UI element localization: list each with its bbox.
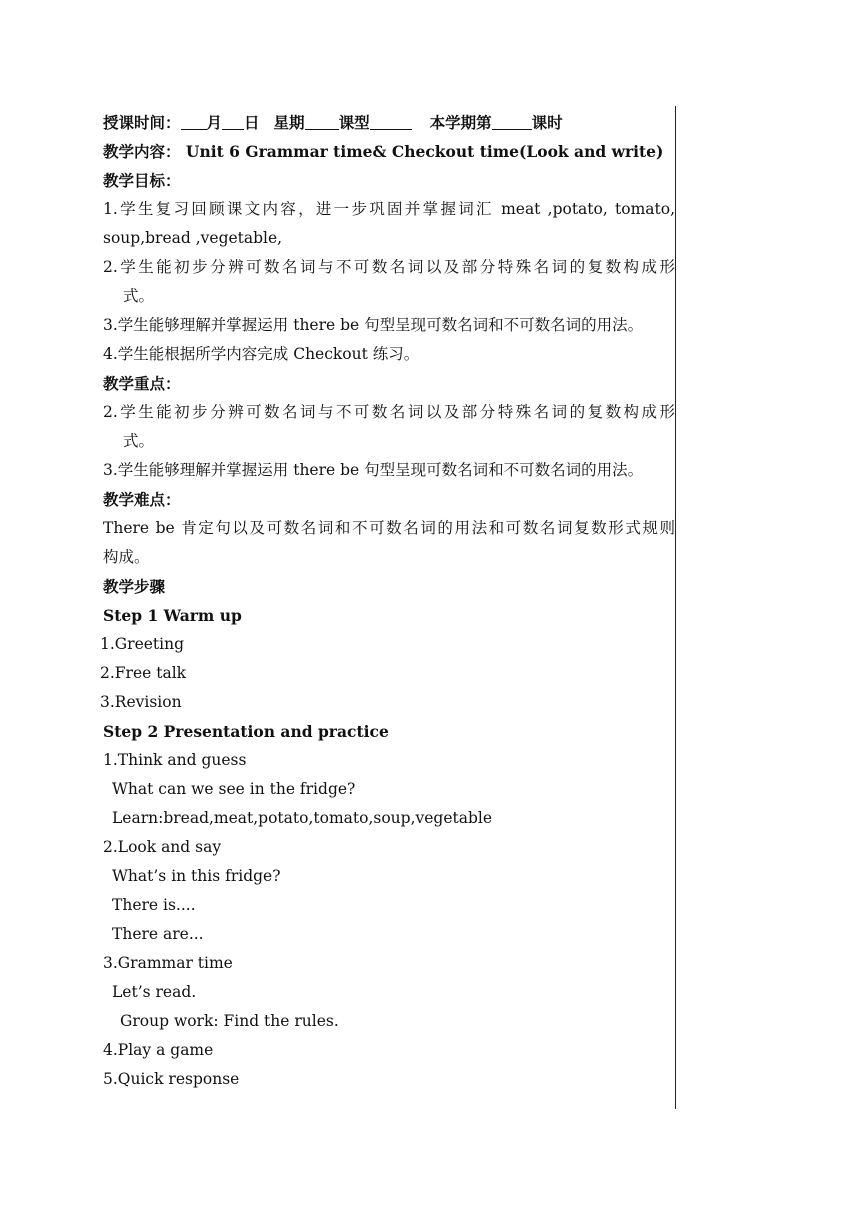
lesson-type-blank (370, 111, 412, 130)
objective-4: 4.学生能根据所学内容完成 Checkout 练习。 (103, 345, 420, 363)
lets-read: Let’s read. (112, 983, 197, 1001)
objective-2-line-2: 式。 (123, 287, 155, 305)
semester-prefix: 本学期第 (429, 113, 492, 132)
key-points-heading: 教学重点： (103, 374, 181, 393)
content-title: Unit 6 Grammar time& Checkout time(Look and write) (185, 142, 664, 161)
month-label: 月 (206, 113, 223, 132)
key-point-2-line-2: 式。 (123, 432, 155, 450)
semester-suffix: 课时 (531, 113, 563, 132)
step-2-title: Step 2 Presentation and practice (103, 722, 389, 741)
key-point-3: 3.学生能够理解并掌握运用 there be 句型呈现可数名词和不可数名词的用法。 (103, 461, 644, 479)
grammar-time: 3.Grammar time (103, 954, 233, 972)
step-1-title: Step 1 Warm up (103, 606, 242, 625)
weekday-label: 星期 (273, 113, 305, 132)
objective-3: 3.学生能够理解并掌握运用 there be 句型呈现可数名词和不可数名词的用法。 (103, 316, 644, 334)
look-and-say: 2.Look and say (103, 838, 222, 856)
play-a-game: 4.Play a game (103, 1041, 214, 1059)
there-is: There is.... (112, 896, 196, 914)
group-work: Group work: Find the rules. (120, 1012, 339, 1030)
month-blank (181, 111, 207, 130)
objective-2-line-1: 2.学生能初步分辨可数名词与不可数名词以及部分特殊名词的复数构成形 (103, 258, 675, 276)
schedule-line (103, 108, 675, 137)
steps-heading: 教学步骤 (103, 577, 166, 596)
step-1-item-revision: 3.Revision (100, 693, 182, 711)
time-label: 授课时间： (103, 113, 181, 132)
key-point-2-line-1: 2.学生能初步分辨可数名词与不可数名词以及部分特殊名词的复数构成形 (103, 403, 675, 421)
objectives-heading: 教学目标： (103, 171, 181, 190)
whats-in-fridge: What’s in this fridge? (112, 867, 281, 885)
lesson-type-label: 课型 (338, 113, 370, 132)
content-label: 教学内容： (103, 142, 181, 161)
objective-1-line-1: 1.学生复习回顾课文内容，进一步巩固并掌握词汇 meat ,potato, tomato, (103, 200, 675, 218)
day-blank (222, 111, 244, 130)
period-blank (492, 111, 532, 130)
there-are: There are... (112, 925, 204, 943)
quick-response: 5.Quick response (103, 1070, 240, 1088)
step-1-item-free-talk: 2.Free talk (100, 664, 187, 682)
day-label: 日 (244, 113, 260, 132)
objective-1-line-2: soup,bread ,vegetable, (103, 229, 283, 247)
lesson-plan-content (100, 108, 675, 1094)
content-line (103, 137, 675, 166)
think-and-guess: 1.Think and guess (103, 751, 247, 769)
learn-words: Learn:bread,meat,potato,tomato,soup,vegetable (112, 809, 493, 827)
fridge-question: What can we see in the fridge? (112, 780, 356, 798)
table-border-line (675, 106, 676, 1109)
difficulties-line-1: There be 肯定句以及可数名词和不可数名词的用法和可数名词复数形式规则 (103, 519, 675, 537)
difficulties-heading: 教学难点： (103, 490, 181, 509)
step-1-item-greeting: 1.Greeting (100, 635, 185, 653)
weekday-blank (305, 111, 339, 130)
difficulties-line-2: 构成。 (103, 548, 150, 566)
